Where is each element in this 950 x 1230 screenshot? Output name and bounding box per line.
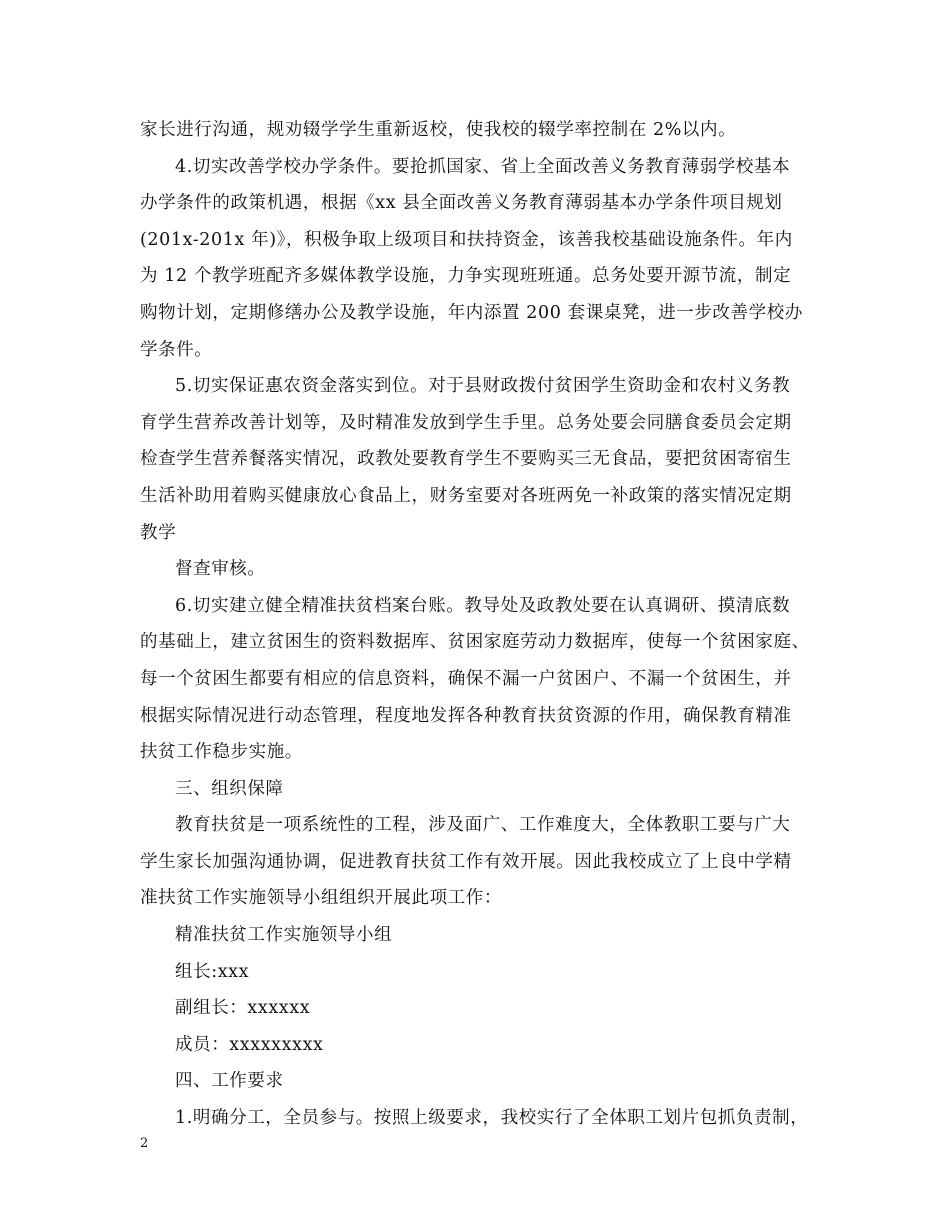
text-line: 为 12 个教学班配齐多媒体教学设施，力争实现班班通。总务处要开源节流，制定 [140,266,792,287]
body-text [140,112,830,1137]
text-line: 家长进行沟通，规劝辍学学生重新返校，使我校的辍学率控制在 2%以内。 [140,120,737,140]
text-line: 四、工作要求 [175,1071,284,1092]
text-line: 的基础上，建立贫困生的资料数据库、贫困家庭劳动力数据库，使每一个贫困家庭、 [140,632,810,653]
text-line: 购物计划，定期修缮办公及教学设施，年内添置 200 套课桌凳，进一步改善学校办 [140,302,803,323]
text-line: 育学生营养改善计划等，及时精准发放到学生手里。总务处要会同膳食委员会定期 [140,412,792,433]
text-line: 精准扶贫工作实施领导小组 [175,925,393,946]
text-line: 扶贫工作稳步实施。 [140,742,303,763]
page-number: 2 [140,1136,149,1151]
text-line: 生活补助用着购买健康放心食品上，财务室要对各班两免一补政策的落实情况定期 [140,485,792,506]
text-line: 组长:xxx [175,961,250,982]
text-line: 教育扶贫是一项系统性的工程，涉及面广、工作难度大，全体教职工要与广大 [175,815,791,836]
text-line: 三、组织保障 [175,778,284,799]
text-line: 成员：xxxxxxxxx [175,1034,324,1055]
text-line: 根据实际情况进行动态管理，程度地发挥各种教育扶贫资源的作用，确保教育精准 [140,705,792,726]
text-line: 准扶贫工作实施领导小组组织开展此项工作： [140,888,502,909]
text-line: 副组长：xxxxxx [175,998,311,1019]
text-line: 学条件。 [140,339,213,360]
text-line: 检查学生营养餐落实情况，政教处要教育学生不要购买三无食品，要把贫困寄宿生 [140,449,792,470]
text-line: 4.切实改善学校办学条件。要抢抓国家、省上全面改善义务教育薄弱学校基本 [175,156,791,177]
text-line: 教学 [140,522,177,543]
text-line: 1.明确分工，全员参与。按照上级要求，我校实行了全体职工划片包抓负责制， [175,1108,809,1129]
text-line: 学生家长加强沟通协调，促进教育扶贫工作有效开展。因此我校成立了上良中学精 [140,851,792,872]
text-line: 每一个贫困生都要有相应的信息资料，确保不漏一户贫困户、不漏一个贫困生，并 [140,668,792,689]
text-line: 6.切实建立健全精准扶贫档案台账。教导处及政教处要在认真调研、摸清底数 [175,595,791,616]
text-line: 办学条件的政策机遇，根据《xx 县全面改善义务教育薄弱基本办学条件项目规划 [140,193,783,214]
text-line: (201x-201x 年)》，积极争取上级项目和扶持资金，该善我校基础设施条件。年内 [140,229,793,250]
text-line: 5.切实保证惠农资金落实到位。对于县财政拨付贫困学生资助金和农村义务教 [175,376,791,397]
text-line: 督查审核。 [175,559,266,580]
